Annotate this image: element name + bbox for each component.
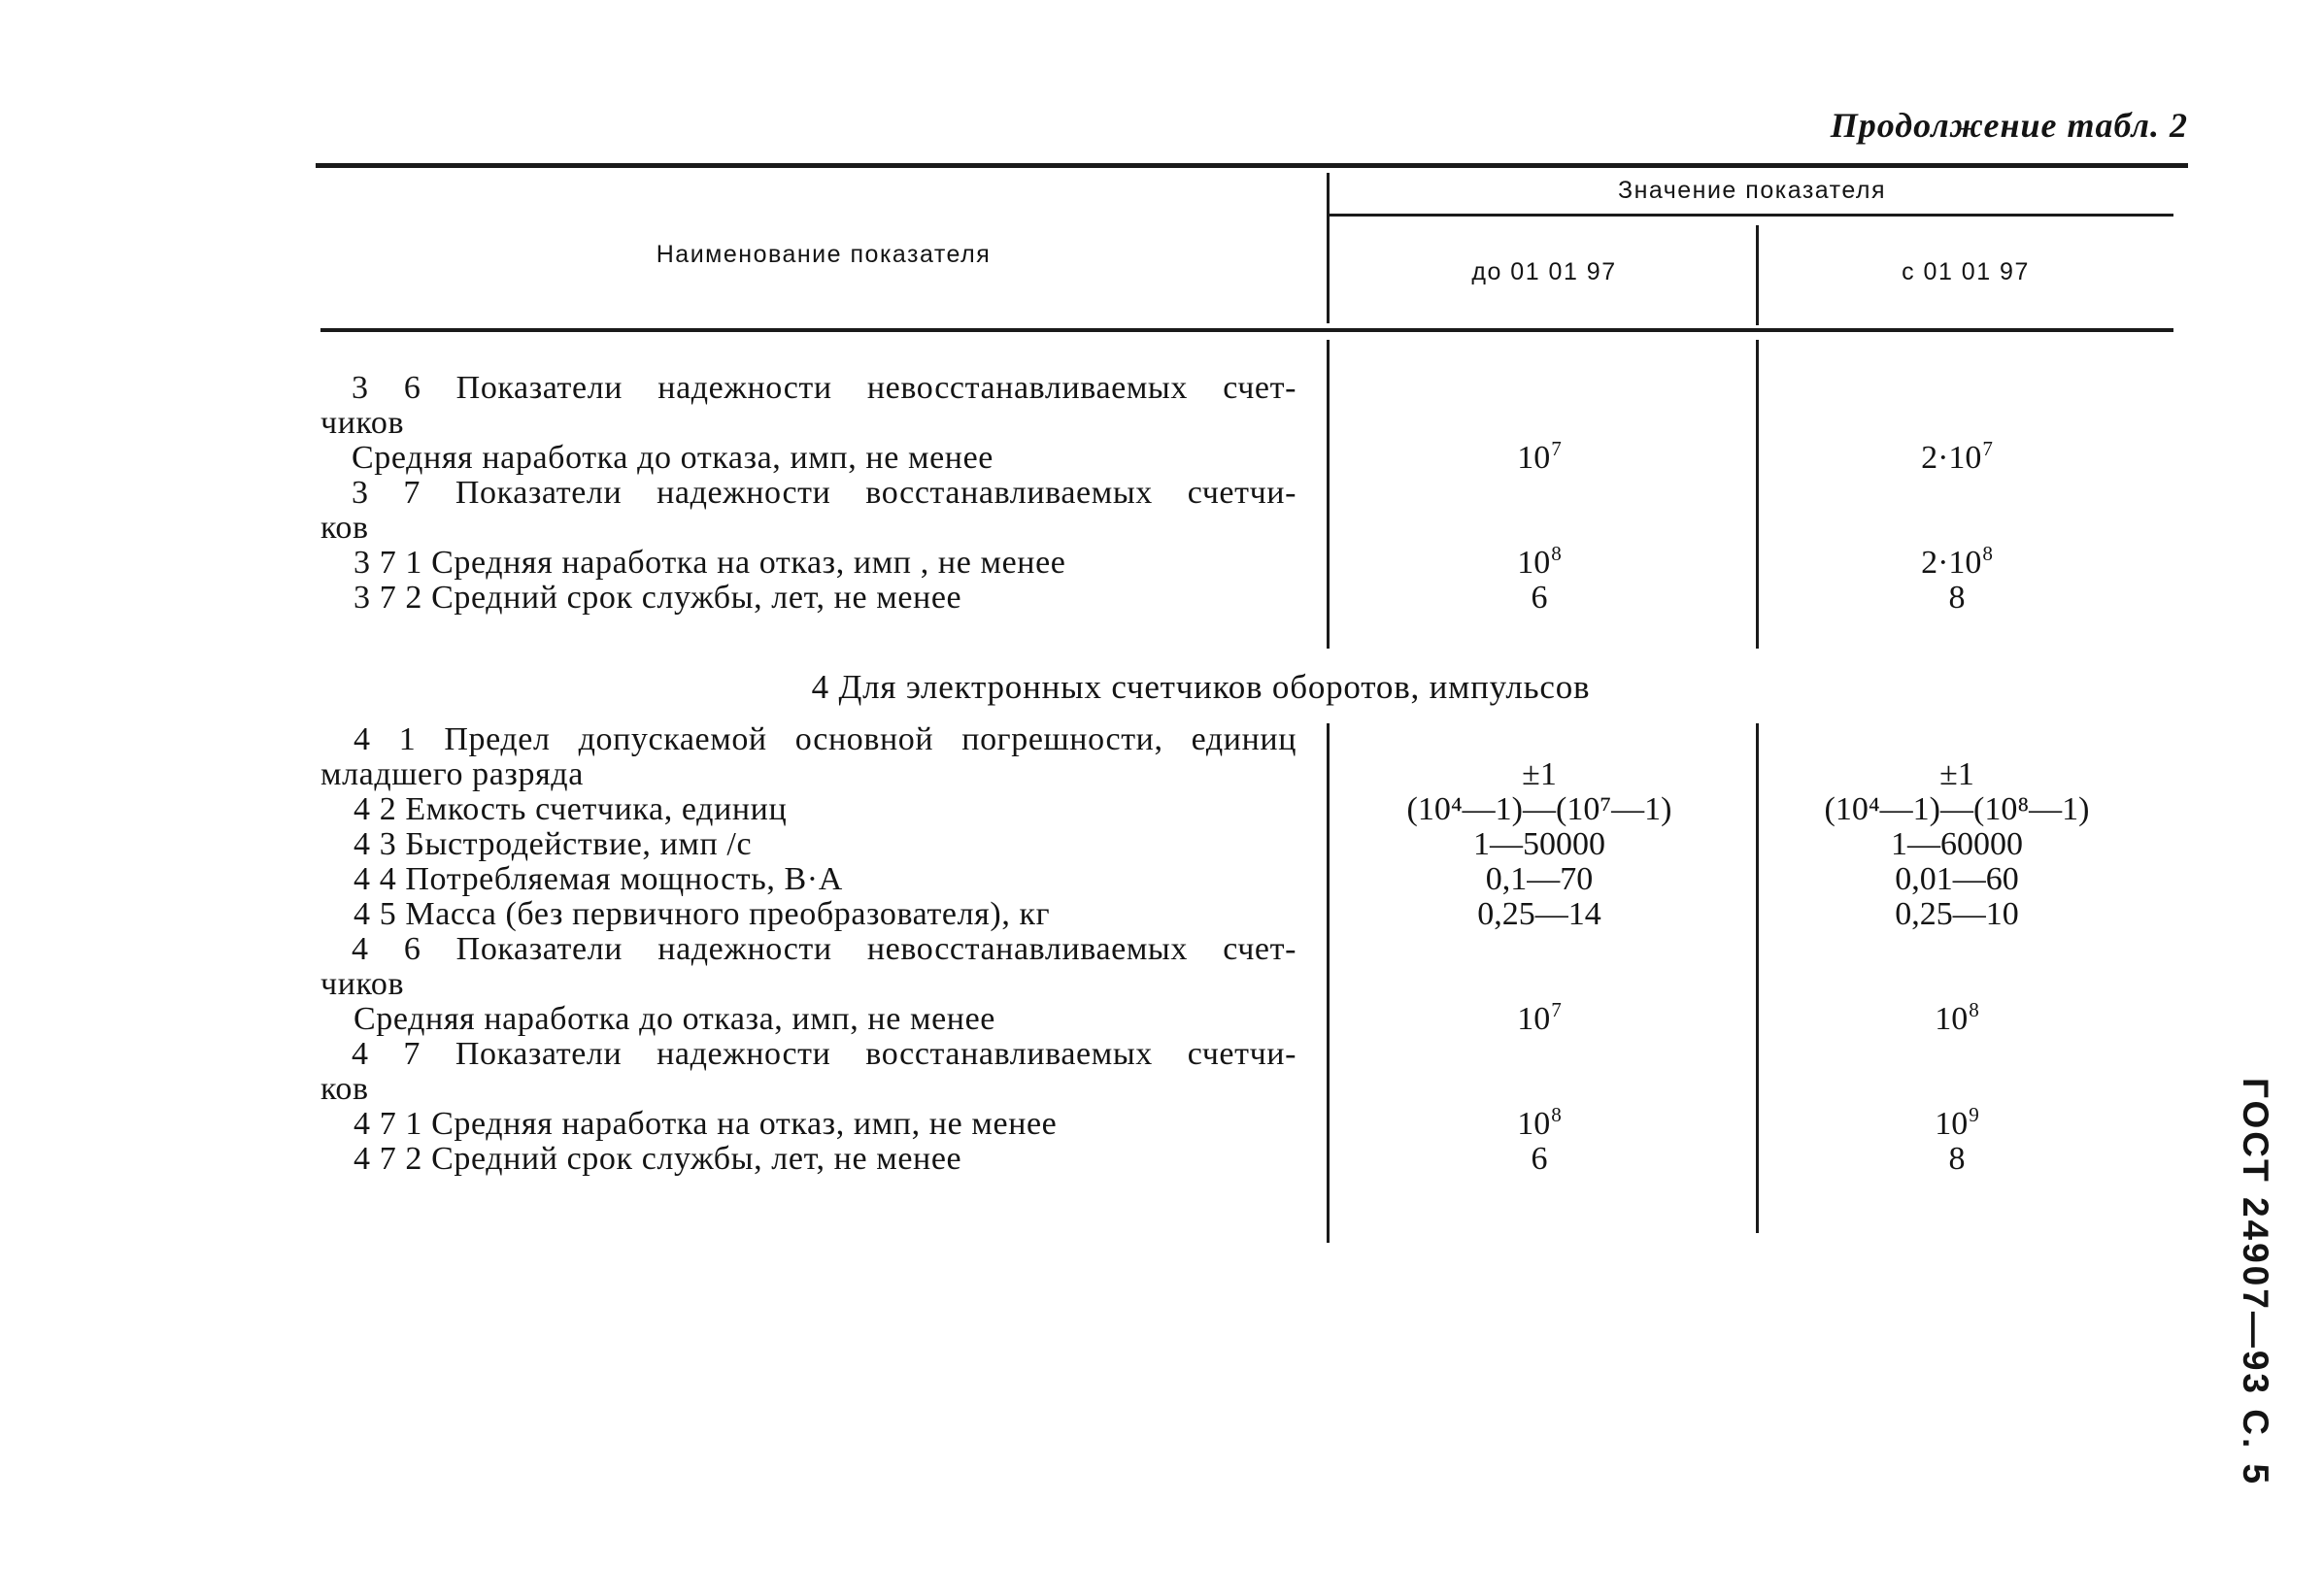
standard-page-number: ГОСТ 24907—93 С. 5: [2236, 1078, 2275, 1487]
value-before: [1326, 437, 1753, 479]
value-before: 0,1—70: [1485, 861, 1594, 897]
value-base: 10: [1517, 545, 1551, 581]
row-label: 4 7 2 Средний срок службы, лет, не менее: [354, 1141, 962, 1177]
value-base: 10: [1517, 440, 1551, 476]
table-row: [0, 437, 2324, 476]
row-label: Средняя наработка до отказа, имп, не менее: [352, 440, 994, 476]
value-after: [1753, 542, 2161, 584]
table-row: [0, 827, 2324, 862]
row-label: ков: [320, 510, 369, 546]
table-row: [0, 792, 2324, 827]
section-4-title: 4 Для электронных счетчиков оборотов, импульсов: [811, 668, 1591, 706]
value-after: [1753, 437, 2161, 479]
header-before-date: до 01 01 97: [1471, 258, 1617, 285]
value-after: 0,25—10: [1895, 896, 2019, 932]
value-after: 8: [1948, 1141, 1966, 1177]
header-indicator-name: Наименование показателя: [656, 241, 992, 268]
col-divider-main: [1327, 173, 1330, 323]
row-label: чиков: [320, 405, 405, 441]
header-after-date: с 01 01 97: [1902, 258, 2030, 285]
row-label: 4 7 Показатели надежности восстанавливаемых счетчи-: [352, 1036, 1297, 1072]
page-side-label: [2236, 1078, 2300, 1487]
value-after: [1753, 1103, 2161, 1145]
row-label: 4 7 1 Средняя наработка на отказ, имп, не менее: [354, 1106, 1058, 1142]
value-header-rule: [1329, 214, 2173, 217]
row-label: младшего разряда: [320, 756, 584, 792]
value-exponent: 8: [1551, 542, 1562, 565]
row-label: 4 6 Показатели надежности невосстанавливаемых счет-: [352, 931, 1297, 967]
header-bottom-rule: [320, 328, 2173, 332]
row-label: 4 5 Масса (без первичного преобразователя), кг: [354, 896, 1051, 932]
value-before: (10⁴—1)—(10⁷—1): [1406, 791, 1672, 827]
value-before: 1—50000: [1473, 826, 1605, 862]
table-row: [0, 371, 2324, 406]
row-label: 3 7 2 Средний срок службы, лет, не менее: [354, 580, 962, 616]
table-row: [0, 757, 2324, 792]
value-base: 10: [1935, 1001, 1969, 1037]
table-continued-label: Продолжение табл. 2: [1830, 106, 2188, 145]
table-row: [0, 897, 2324, 932]
value-before: [1326, 1103, 1753, 1145]
row-label: 3 7 Показатели надежности восстанавливаемых счетчи-: [352, 475, 1297, 511]
value-after: (10⁴—1)—(10⁸—1): [1824, 791, 2090, 827]
row-label: Средняя наработка до отказа, имп, не менее: [354, 1001, 995, 1037]
table-row: [0, 1103, 2324, 1142]
value-base: 10: [1517, 1001, 1551, 1037]
value-base: 2·10: [1921, 440, 1982, 476]
table-row: [0, 998, 2324, 1037]
table-row: [0, 862, 2324, 897]
row-label: 4 2 Емкость счетчика, единиц: [354, 791, 788, 827]
row-label: ков: [320, 1071, 369, 1107]
value-before: 6: [1531, 580, 1548, 616]
value-after: 1—60000: [1891, 826, 2023, 862]
table-row: [0, 406, 2324, 441]
value-base: 2·10: [1921, 545, 1982, 581]
value-before: [1326, 542, 1753, 584]
row-label: 3 6 Показатели надежности невосстанавливаемых счет-: [352, 370, 1297, 406]
row-label: 4 3 Быстродействие, имп /с: [354, 826, 753, 862]
table-row: [0, 1142, 2324, 1177]
value-after: [1753, 998, 2161, 1040]
table-row: [0, 581, 2324, 616]
value-exponent: 8: [1551, 1103, 1562, 1126]
table-row: [0, 932, 2324, 967]
table-row: [0, 542, 2324, 581]
value-exponent: 8: [1969, 998, 1979, 1021]
header-indicator-value: Значение показателя: [1617, 177, 1887, 204]
value-exponent: 7: [1551, 437, 1562, 460]
value-after: ±1: [1939, 756, 1974, 792]
row-label: 4 4 Потребляемая мощность, В·А: [354, 861, 843, 897]
table-row: [0, 511, 2324, 546]
table-top-rule: [316, 163, 2188, 168]
table-row: [0, 722, 2324, 757]
value-before: [1326, 998, 1753, 1040]
row-label: 3 7 1 Средняя наработка на отказ, имп , не менее: [354, 545, 1066, 581]
value-after: 8: [1948, 580, 1966, 616]
table-row: [0, 476, 2324, 511]
value-exponent: 8: [1982, 542, 1993, 565]
value-after: 0,01—60: [1895, 861, 2019, 897]
value-before: ±1: [1522, 756, 1557, 792]
value-base: 10: [1517, 1106, 1551, 1142]
value-before: 0,25—14: [1477, 896, 1601, 932]
table-row: [0, 1037, 2324, 1072]
value-base: 10: [1935, 1106, 1969, 1142]
row-label: чиков: [320, 966, 405, 1002]
value-before: 6: [1531, 1141, 1548, 1177]
value-exponent: 7: [1551, 998, 1562, 1021]
value-exponent: 9: [1969, 1103, 1979, 1126]
table-row: [0, 1072, 2324, 1107]
table-row: [0, 967, 2324, 1002]
value-exponent: 7: [1982, 437, 1993, 460]
row-label: 4 1 Предел допускаемой основной погрешности, единиц: [354, 721, 1297, 757]
